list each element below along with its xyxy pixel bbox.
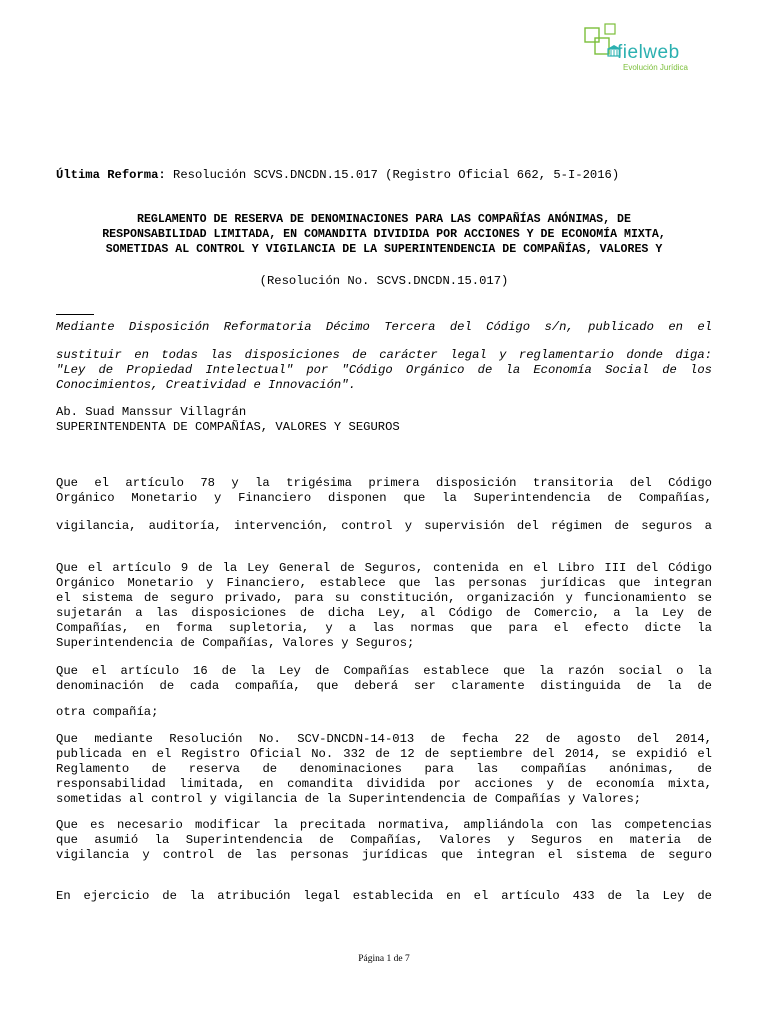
signatory-name: Ab. Suad Manssur Villagrán xyxy=(56,405,247,419)
note-line: Mediante Disposición Reformatoria Décimo Tercera del Código s/n, publicado en el xyxy=(56,320,712,334)
last-reform-text: Resolución SCVS.DNCDN.15.017 (Registro Oficial 662, 5-I-2016) xyxy=(165,168,620,182)
paragraph-line: publicada en el Registro Oficial No. 332 de 12 de septiembre del 2014, se expidió el xyxy=(56,747,712,761)
document-title-line: RESPONSABILIDAD LIMITADA, EN COMANDITA DIVIDIDA POR ACCIONES Y DE ECONOMÍA MIXTA, xyxy=(102,228,666,241)
paragraph-line: vigilancia y control de las personas jurídicas que integran el sistema de seguro xyxy=(56,848,712,862)
paragraph-line: Que el artículo 16 de la Ley de Compañías establece que la razón social o la xyxy=(56,664,712,678)
document-title-line: SOMETIDAS AL CONTROL Y VIGILANCIA DE LA SUPERINTENDENCIA DE COMPAÑÍAS, VALORES Y xyxy=(105,243,663,256)
last-reform xyxy=(56,168,712,183)
note-line: sustituir en todas las disposiciones de carácter legal y reglamentario donde diga: xyxy=(56,348,712,362)
paragraph-line: Orgánico Monetario y Financiero, establece que las personas jurídicas que integran xyxy=(56,576,712,590)
paragraph-line: denominación de cada compañía, que deberá ser claramente distinguida de la de xyxy=(56,679,712,693)
paragraph-line: vigilancia, auditoría, intervención, control y supervisión del régimen de seguros a xyxy=(56,519,712,533)
paragraph-line: sometidas al control y vigilancia de la Superintendencia de Compañías y Valores; xyxy=(56,792,642,806)
paragraph-line: Que el artículo 78 y la trigésima primera disposición transitoria del Código xyxy=(56,476,712,490)
paragraph-line: otra compañía; xyxy=(56,705,159,719)
paragraph-line: Reglamento de reserva de denominaciones para las compañías anónimas, de xyxy=(56,762,712,776)
page-number: Página 1 de 7 xyxy=(358,954,410,964)
note-line: "Ley de Propiedad Intelectual" por "Código Orgánico de la Economía Social de los xyxy=(56,363,712,377)
paragraph-line: En ejercicio de la atribución legal establecida en el artículo 433 de la Ley de xyxy=(56,889,712,903)
paragraph-line: el sistema de seguro privado, para su constitución, organización y funcionamiento se xyxy=(56,591,712,605)
paragraph-line: sujetarán a las disposiciones de dicha Ley, al Código de Comercio, a la Ley de xyxy=(56,606,712,620)
paragraph-line: Superintendencia de Compañías, Valores y Seguros; xyxy=(56,636,415,650)
paragraph-line: Orgánico Monetario y Financiero disponen que la Superintendencia de Compañías, xyxy=(56,491,712,505)
paragraph-line: Compañías, en forma supletoria, y a las normas que para el efecto dicte la xyxy=(56,621,712,635)
document-title-line: REGLAMENTO DE RESERVA DE DENOMINACIONES PARA LAS COMPAÑÍAS ANÓNIMAS, DE xyxy=(137,213,631,226)
signatory-position: SUPERINTENDENTA DE COMPAÑÍAS, VALORES Y SEGUROS xyxy=(56,420,400,434)
note-rule xyxy=(56,314,94,315)
resolution-reference: (Resolución No. SCVS.DNCDN.15.017) xyxy=(259,274,509,288)
logo-tagline: Evolución Jurídica xyxy=(623,63,688,72)
paragraph-line: que asumió la Superintendencia de Compañías, Valores y Seguros en materia de xyxy=(56,833,712,847)
paragraph-line: Que es necesario modificar la precitada normativa, ampliándola con las competencias xyxy=(56,818,712,832)
last-reform-label: Última Reforma: xyxy=(56,168,166,182)
paragraph-line: Que el artículo 9 de la Ley General de Seguros, contenida en el Libro III del Código xyxy=(56,561,712,575)
note-line: Conocimientos, Creatividad e Innovación". xyxy=(56,378,356,392)
paragraph-line: responsabilidad limitada, en comandita dividida por acciones y de economía mixta, xyxy=(56,777,712,791)
paragraph-line: Que mediante Resolución No. SCV-DNCDN-14-013 de fecha 22 de agosto del 2014, xyxy=(56,732,712,746)
logo-name: fielweb xyxy=(617,42,680,63)
fielweb-logo xyxy=(583,22,703,78)
